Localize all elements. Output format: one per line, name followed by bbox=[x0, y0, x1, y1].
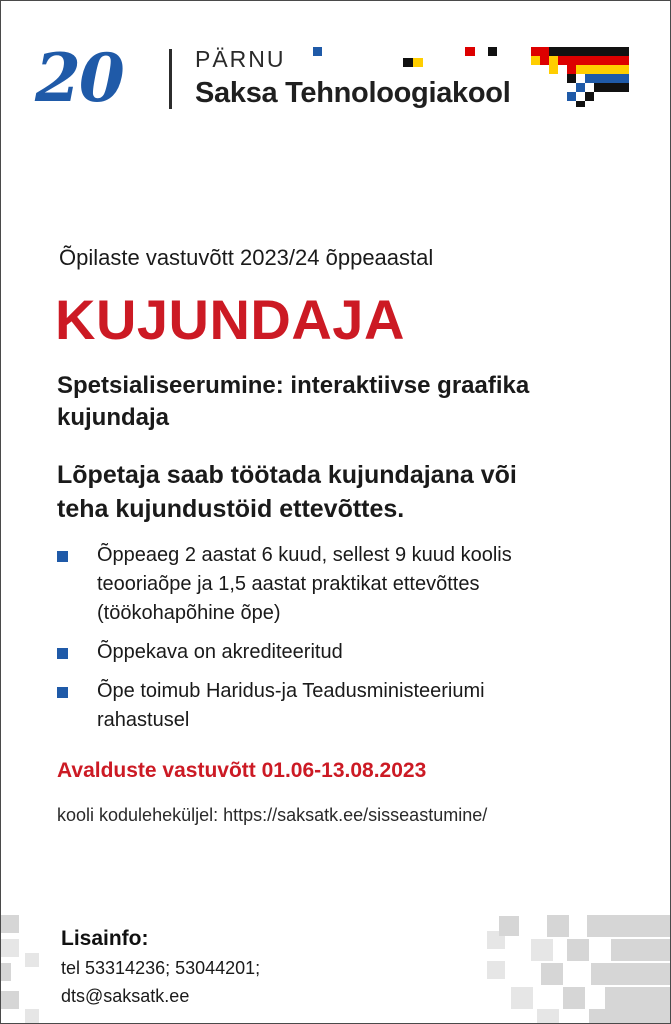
admission-subtitle: Õpilaste vastuvõtt 2023/24 õppeaastal bbox=[59, 245, 434, 270]
bullet-square-icon bbox=[57, 551, 68, 562]
list-item: Õpe toimub Haridus-ja Teadusministeeriumi rahastusel bbox=[57, 677, 617, 735]
specialization: Spetsialiseerumine: interaktiivse graafika kujundaja bbox=[57, 372, 530, 431]
bullet-square-icon bbox=[57, 687, 68, 698]
info-title: Lisainfo: bbox=[61, 927, 149, 950]
logo-divider bbox=[169, 49, 172, 109]
list-item: Õppekava on akrediteeritud bbox=[57, 638, 617, 667]
contact-phone: tel 53314236; 53044201; bbox=[61, 958, 261, 978]
list-item: Õppeaeg 2 aastat 6 kuud, sellest 9 kuud koolis teooriaõpe ja 1,5 aastat praktikat ettevõttes (töökohapõhine õpe) bbox=[57, 541, 617, 628]
info-bullet-list bbox=[57, 541, 617, 745]
logo-blue-square bbox=[313, 47, 322, 56]
application-period: Avalduste vastuvõtt 01.06-13.08.2023 bbox=[57, 759, 427, 782]
logo-city: PÄRNU bbox=[195, 46, 286, 72]
anniversary-logo-number: 20 bbox=[35, 39, 123, 117]
page-title: KUJUNDAJA bbox=[55, 288, 405, 351]
contact-email: dts@saksatk.ee bbox=[61, 986, 190, 1006]
graduate-description: Lõpetaja saab töötada kujundajana või teha kujundustöid ettevõttes. bbox=[57, 461, 517, 523]
bullet-square-icon bbox=[57, 648, 68, 659]
website-text: kooli koduleheküljel: https://saksatk.ee/sisseastumine/ bbox=[57, 805, 488, 825]
logo-school-name: Saksa Tehnoloogiakool bbox=[195, 77, 511, 109]
